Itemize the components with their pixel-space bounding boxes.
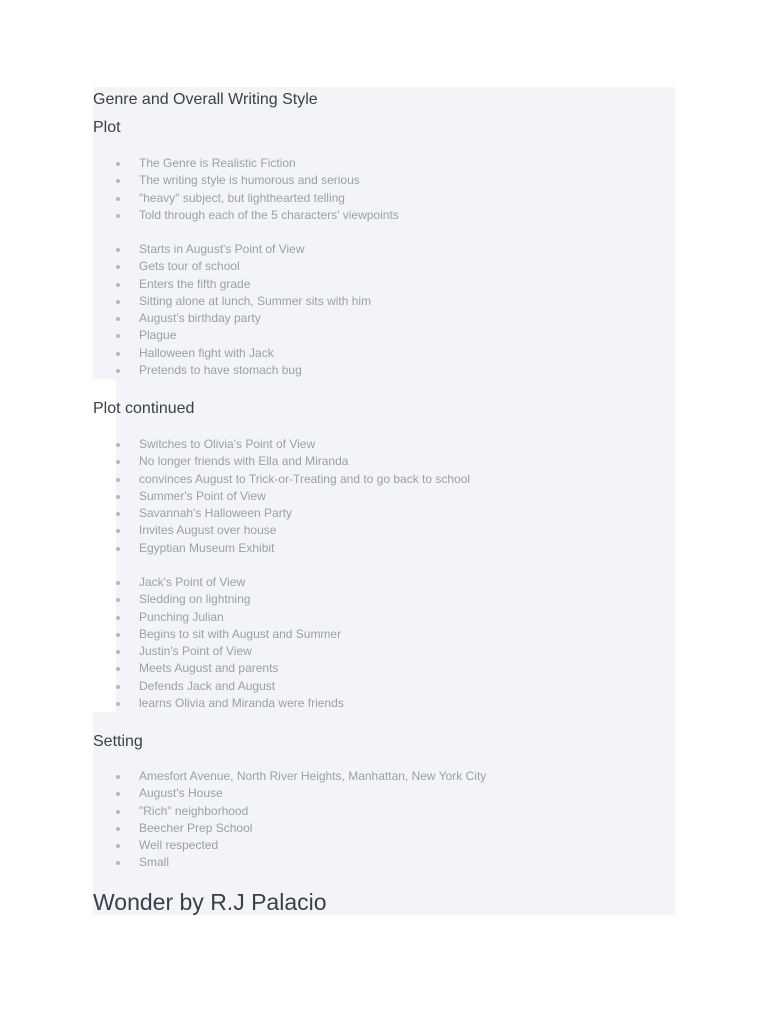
list-item: learns Olivia and Miranda were friends <box>116 695 344 712</box>
list-item: Amesfort Avenue, North River Heights, Manhattan, New York City <box>116 768 486 785</box>
list-item: Invites August over house <box>116 522 470 539</box>
list-item: Begins to sit with August and Summer <box>116 626 344 643</box>
list-item: The writing style is humorous and serious <box>116 172 399 189</box>
plot-continued-list-b <box>116 574 344 712</box>
list-item: Gets tour of school <box>116 258 371 275</box>
list-item: Switches to Olivia's Point of View <box>116 436 470 453</box>
list-item: "heavy" subject, but lighthearted telling <box>116 190 399 207</box>
list-item: No longer friends with Ella and Miranda <box>116 453 470 470</box>
plot-continued-heading: Plot continued <box>93 400 195 417</box>
list-item: Starts in August's Point of View <box>116 241 371 258</box>
list-item: "Rich" neighborhood <box>116 803 486 820</box>
list-item: Told through each of the 5 characters' viewpoints <box>116 207 399 224</box>
list-item: Jack's Point of View <box>116 574 344 591</box>
list-item: Punching Julian <box>116 609 344 626</box>
setting-heading: Setting <box>93 733 143 750</box>
list-item: Defends Jack and August <box>116 678 344 695</box>
list-item: Summer's Point of View <box>116 488 470 505</box>
list-item: The Genre is Realistic Fiction <box>116 155 399 172</box>
list-item: Small <box>116 854 486 871</box>
book-title: Wonder by R.J Palacio <box>93 889 327 915</box>
list-item: convinces August to Trick-or-Treating and to go back to school <box>116 471 470 488</box>
list-item: Beecher Prep School <box>116 820 486 837</box>
list-item: August's House <box>116 785 486 802</box>
list-item: Enters the fifth grade <box>116 276 371 293</box>
list-item: Sledding on lightning <box>116 591 344 608</box>
list-item: Sitting alone at lunch, Summer sits with him <box>116 293 371 310</box>
list-item: Egyptian Museum Exhibit <box>116 540 470 557</box>
plot-continued-list-a <box>116 436 470 557</box>
genre-heading: Genre and Overall Writing Style <box>93 91 318 108</box>
list-item: Well respected <box>116 837 486 854</box>
list-item: Halloween fight with Jack <box>116 345 371 362</box>
setting-list <box>116 768 486 872</box>
plot-list <box>116 241 371 379</box>
list-item: Pretends to have stomach bug <box>116 362 371 379</box>
list-item: Meets August and parents <box>116 660 344 677</box>
plot-heading: Plot <box>93 119 121 136</box>
list-item: Savannah's Halloween Party <box>116 505 470 522</box>
list-item: August's birthday party <box>116 310 371 327</box>
list-item: Justin's Point of View <box>116 643 344 660</box>
list-item: Plague <box>116 327 371 344</box>
genre-list <box>116 155 399 224</box>
